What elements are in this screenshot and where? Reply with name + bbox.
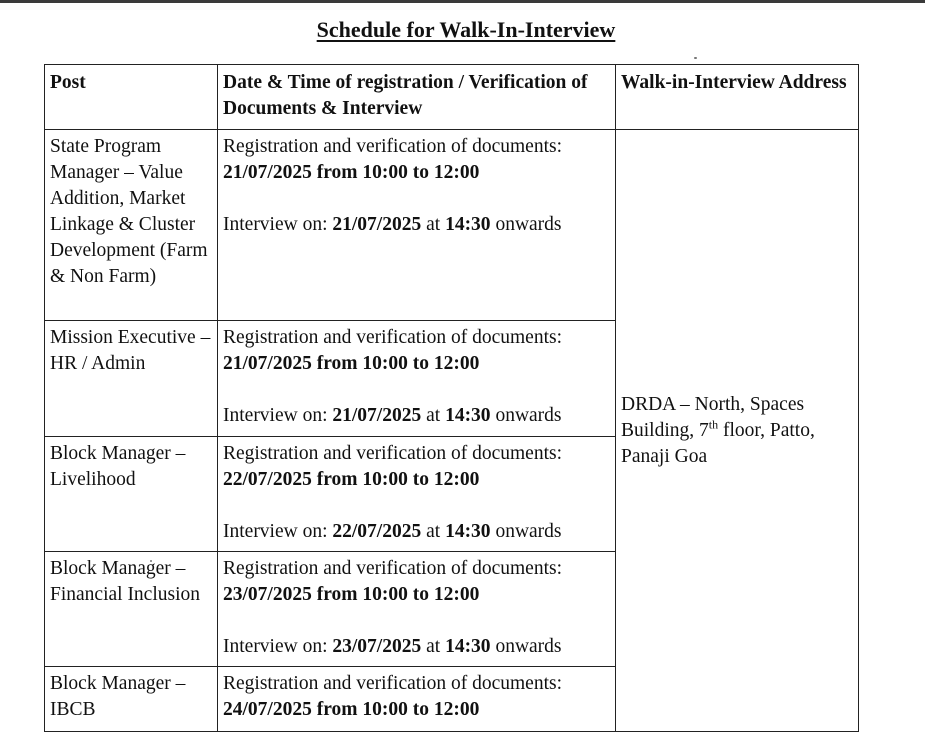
header-post: Post (45, 65, 218, 130)
post-cell: Block Manager – Livelihood (45, 437, 218, 552)
interview-label: Interview on: (223, 214, 333, 235)
registration-time: 22/07/2025 from 10:00 to 12:00 (223, 469, 480, 490)
interview-suffix: onwards (490, 521, 562, 542)
registration-time: 21/07/2025 from 10:00 to 12:00 (223, 353, 480, 374)
registration-label: Registration and verification of documents: (223, 443, 562, 464)
schedule-cell (218, 437, 616, 552)
interview-suffix: onwards (490, 405, 562, 426)
interview-at: at (421, 214, 446, 235)
interview-line (223, 634, 611, 660)
registration-label: Registration and verification of documents: (223, 327, 562, 348)
interview-time: 14:30 (445, 214, 491, 235)
interview-at: at (421, 521, 446, 542)
header-datetime: Date & Time of registration / Verification of Documents & Interview (218, 65, 616, 130)
registration-time: 21/07/2025 from 10:00 to 12:00 (223, 162, 480, 183)
interview-at: at (421, 405, 446, 426)
registration-time: 23/07/2025 from 10:00 to 12:00 (223, 584, 480, 605)
post-cell: Mission Executive – HR / Admin (45, 321, 218, 437)
interview-line (223, 519, 611, 545)
scan-speck (694, 57, 697, 59)
schedule-cell (218, 130, 616, 321)
interview-time: 14:30 (445, 405, 491, 426)
interview-time: 14:30 (445, 521, 491, 542)
interview-at: at (421, 636, 446, 657)
header-address: Walk-in-Interview Address (616, 65, 859, 130)
top-border-rule (0, 0, 925, 3)
interview-date: 21/07/2025 (332, 214, 422, 235)
registration-label: Registration and verification of documents: (223, 136, 562, 157)
schedule-table (44, 64, 859, 732)
post-cell: Block Manager – IBCB (45, 667, 218, 732)
interview-date: 22/07/2025 (332, 521, 422, 542)
interview-suffix: onwards (490, 636, 562, 657)
address-line-1: DRDA – North, Spaces (621, 393, 805, 415)
table-header-row (45, 65, 859, 130)
post-cell: State Program Manager – Value Addition, Market Linkage & Cluster Development (Farm & Non Farm) (45, 130, 218, 321)
interview-suffix: onwards (490, 214, 562, 235)
interview-label: Interview on: (223, 405, 333, 426)
interview-date: 21/07/2025 (332, 405, 422, 426)
interview-line (223, 212, 611, 238)
interview-line (223, 403, 611, 429)
schedule-cell (218, 321, 616, 437)
address-line-2-sup: th (708, 417, 719, 431)
registration-time: 24/07/2025 from 10:00 to 12:00 (223, 699, 480, 720)
address-line-2 (621, 418, 854, 444)
registration-label: Registration and verification of documents: (223, 558, 562, 579)
post-cell: Block Manager – Financial Inclusion (45, 552, 218, 667)
schedule-cell (218, 667, 616, 732)
address-cell (616, 130, 859, 732)
address-line-2-pre: Building, 7 (621, 419, 709, 441)
interview-date: 23/07/2025 (332, 636, 422, 657)
table-row (45, 130, 859, 321)
registration-label: Registration and verification of documents: (223, 673, 562, 694)
address-line-3: Panaji Goa (621, 445, 708, 467)
schedule-cell (218, 552, 616, 667)
interview-time: 14:30 (445, 636, 491, 657)
address-line-2-post: floor, Patto, (718, 419, 815, 441)
interview-label: Interview on: (223, 636, 333, 657)
interview-label: Interview on: (223, 521, 333, 542)
page-title: Schedule for Walk-In-Interview (316, 17, 616, 42)
